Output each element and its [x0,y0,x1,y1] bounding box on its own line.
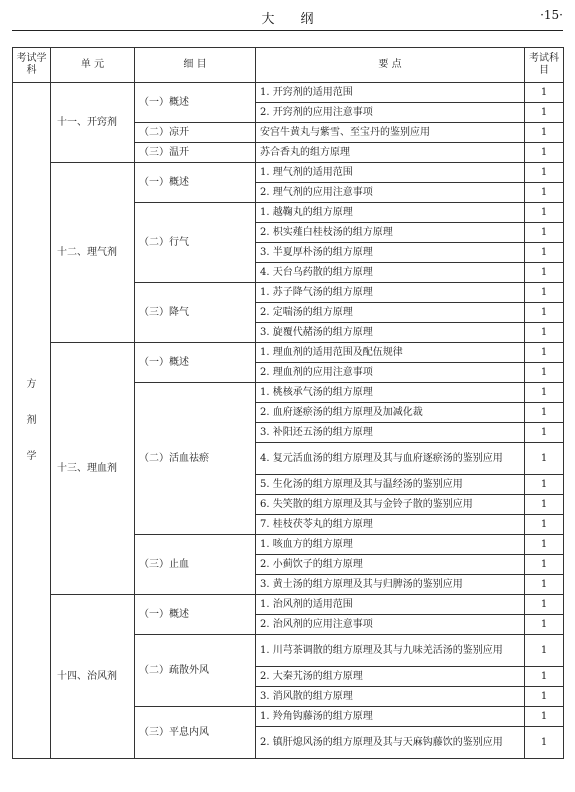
level-cell: 1 [525,83,564,103]
page-number: ·15· [540,8,563,22]
point-cell: 安宫牛黄丸与紫雪、至宝丹的鉴别应用 [256,123,525,143]
column-header-subject: 考试学科 [13,48,51,83]
detail-cell: （二）行气 [135,203,256,283]
level-cell: 1 [525,575,564,595]
level-cell: 1 [525,635,564,667]
syllabus-table [12,47,564,759]
level-cell: 1 [525,535,564,555]
point-cell: 1. 苏子降气汤的组方原理 [256,283,525,303]
level-cell: 1 [525,103,564,123]
column-header-unit: 单 元 [51,48,135,83]
page-header [12,8,563,28]
point-cell: 3. 黄土汤的组方原理及其与归脾汤的鉴别应用 [256,575,525,595]
point-cell: 1. 理气剂的适用范围 [256,163,525,183]
column-header-detail: 细 目 [135,48,256,83]
level-cell: 1 [525,707,564,727]
point-cell: 1. 川芎茶调散的组方原理及其与九味羌活汤的鉴别应用 [256,635,525,667]
level-cell: 1 [525,595,564,615]
subject-cell [13,83,51,759]
level-cell: 1 [525,687,564,707]
table-row [13,163,564,183]
detail-cell: （二）疏散外风 [135,635,256,707]
point-cell: 3. 旋覆代赭汤的组方原理 [256,323,525,343]
level-cell: 1 [525,183,564,203]
point-cell: 1. 越鞠丸的组方原理 [256,203,525,223]
table-row [13,343,564,363]
level-cell: 1 [525,363,564,383]
level-cell: 1 [525,495,564,515]
detail-cell: （一）概述 [135,343,256,383]
level-cell: 1 [525,667,564,687]
detail-cell: （三）降气 [135,283,256,343]
point-cell: 2. 大秦艽汤的组方原理 [256,667,525,687]
level-cell: 1 [525,223,564,243]
point-cell: 2. 镇肝熄风汤的组方原理及其与天麻钩藤饮的鉴别应用 [256,727,525,759]
detail-cell: （三）止血 [135,535,256,595]
point-cell: 2. 定喘汤的组方原理 [256,303,525,323]
detail-cell: （三）平息内风 [135,707,256,759]
point-cell: 3. 消风散的组方原理 [256,687,525,707]
level-cell: 1 [525,203,564,223]
level-cell: 1 [525,423,564,443]
level-cell: 1 [525,143,564,163]
level-cell: 1 [525,403,564,423]
unit-cell: 十三、理血剂 [51,343,135,595]
point-cell: 4. 复元活血汤的组方原理及其与血府逐瘀汤的鉴别应用 [256,443,525,475]
unit-cell: 十一、开窍剂 [51,83,135,163]
level-cell: 1 [525,343,564,363]
detail-cell: （一）概述 [135,83,256,123]
point-cell: 2. 理气剂的应用注意事项 [256,183,525,203]
level-cell: 1 [525,615,564,635]
detail-cell: （二）活血祛瘀 [135,383,256,535]
level-cell: 1 [525,323,564,343]
level-cell: 1 [525,123,564,143]
level-cell: 1 [525,243,564,263]
point-cell: 1. 开窍剂的适用范围 [256,83,525,103]
level-cell: 1 [525,727,564,759]
point-cell: 2. 血府逐瘀汤的组方原理及加减化裁 [256,403,525,423]
detail-cell: （二）凉开 [135,123,256,143]
level-cell: 1 [525,443,564,475]
subject-name: 方剂学 [26,378,37,462]
table-header-row [13,48,564,83]
column-header-point: 要 点 [256,48,525,83]
table-row [13,83,564,103]
level-cell: 1 [525,555,564,575]
level-cell: 1 [525,515,564,535]
point-cell: 2. 治风剂的应用注意事项 [256,615,525,635]
point-cell: 5. 生化汤的组方原理及其与温经汤的鉴别应用 [256,475,525,495]
point-cell: 3. 半夏厚朴汤的组方原理 [256,243,525,263]
point-cell: 2. 枳实薤白桂枝汤的组方原理 [256,223,525,243]
level-cell: 1 [525,163,564,183]
point-cell: 1. 咳血方的组方原理 [256,535,525,555]
detail-cell: （一）概述 [135,163,256,203]
point-cell: 3. 补阳还五汤的组方原理 [256,423,525,443]
point-cell: 7. 桂枝茯苓丸的组方原理 [256,515,525,535]
level-cell: 1 [525,263,564,283]
point-cell: 1. 治风剂的适用范围 [256,595,525,615]
point-cell: 苏合香丸的组方原理 [256,143,525,163]
table-row [13,595,564,615]
level-cell: 1 [525,303,564,323]
point-cell: 2. 理血剂的应用注意事项 [256,363,525,383]
point-cell: 6. 失笑散的组方原理及其与金铃子散的鉴别应用 [256,495,525,515]
detail-cell: （一）概述 [135,595,256,635]
point-cell: 4. 天台乌药散的组方原理 [256,263,525,283]
level-cell: 1 [525,383,564,403]
level-cell: 1 [525,283,564,303]
column-header-level: 考试科目 [525,48,564,83]
page-title: 大纲 [261,12,340,27]
point-cell: 1. 桃核承气汤的组方原理 [256,383,525,403]
point-cell: 1. 羚角钩藤汤的组方原理 [256,707,525,727]
unit-cell: 十二、理气剂 [51,163,135,343]
point-cell: 1. 理血剂的适用范围及配伍规律 [256,343,525,363]
unit-cell: 十四、治风剂 [51,595,135,759]
level-cell: 1 [525,475,564,495]
detail-cell: （三）温开 [135,143,256,163]
point-cell: 2. 开窍剂的应用注意事项 [256,103,525,123]
point-cell: 2. 小蓟饮子的组方原理 [256,555,525,575]
header-divider [12,30,563,31]
